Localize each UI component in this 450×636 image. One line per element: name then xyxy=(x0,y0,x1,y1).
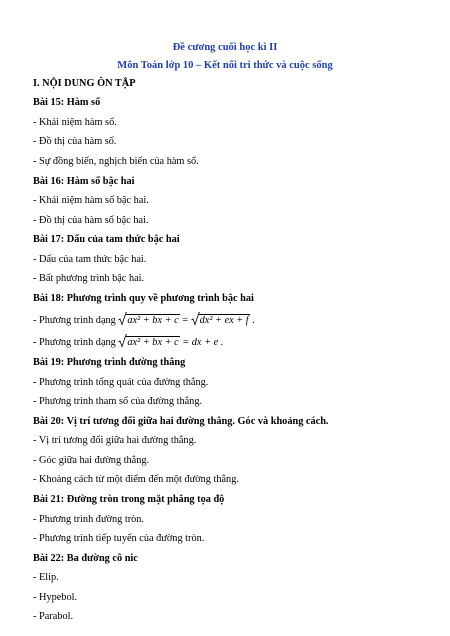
list-item: - Phương trình tiếp tuyến của đường tròn. xyxy=(33,533,205,544)
list-item: - Khái niệm hàm số. xyxy=(33,117,117,128)
lesson-title: Bài 19: Phương trình đường thẳng xyxy=(33,357,186,368)
list-item: - Vị trí tương đối giữa hai đường thẳng. xyxy=(33,435,197,446)
list-item-formula-2 xyxy=(33,336,223,348)
list-item: - Sự đồng biến, nghịch biến của hàm số. xyxy=(33,156,199,167)
sqrt-symbol xyxy=(118,314,179,326)
list-item-label: - Phương trình dạng xyxy=(33,337,116,348)
sqrt-symbol xyxy=(191,314,250,326)
radicand: ax² + bx + c xyxy=(127,315,179,326)
list-item: - Hypebol. xyxy=(33,592,78,603)
lesson-title: Bài 17: Dấu của tam thức bậc hai xyxy=(33,234,180,245)
equation-1: ax² + bx + c = dx² + ex + f . xyxy=(118,315,254,326)
list-item: - Bất phương trình bậc hai. xyxy=(33,273,145,284)
list-item: - Góc giữa hai đường thẳng. xyxy=(33,455,150,466)
list-item: - Parabol. xyxy=(33,611,74,622)
sqrt-symbol xyxy=(118,336,179,348)
lesson-title: Bài 16: Hàm số bậc hai xyxy=(33,176,135,187)
list-item: - Đồ thị của hàm số. xyxy=(33,136,117,147)
list-item: - Elip. xyxy=(33,572,59,583)
lesson-title: Bài 18: Phương trình quy về phương trình bậc hai xyxy=(33,293,254,304)
list-item: - Đồ thị của hàm số bậc hai. xyxy=(33,215,149,226)
document-subtitle: Môn Toán lớp 10 – Kết nối tri thức và cuộc sống xyxy=(117,60,333,71)
list-item: - Khái niệm hàm số bậc hai. xyxy=(33,195,149,206)
lesson-title: Bài 15: Hàm số xyxy=(33,97,101,108)
equation-2: ax² + bx + c = dx + e . xyxy=(118,337,223,348)
lesson-title: Bài 22: Ba đường cô nic xyxy=(33,553,138,564)
list-item: - Phương trình tổng quát của đường thẳng. xyxy=(33,377,209,388)
list-item-formula-1 xyxy=(33,314,255,326)
document-title: Đề cương cuối học kì II xyxy=(172,42,278,53)
list-item: - Phương trình tham số của đường thẳng. xyxy=(33,396,203,407)
list-item: - Dấu của tam thức bậc hai. xyxy=(33,254,147,265)
list-item: - Khoảng cách từ một điểm đến một đường thẳng. xyxy=(33,474,239,485)
lesson-title: Bài 21: Đường tròn trong mặt phẳng tọa độ xyxy=(33,494,225,505)
section-heading: I. NỘI DUNG ÔN TẬP xyxy=(33,78,136,89)
radicand: dx² + ex + f xyxy=(199,315,249,326)
lesson-title: Bài 20: Vị trí tương đối giữa hai đường thẳng. Góc và khoảng cách. xyxy=(33,416,329,427)
list-item-label: - Phương trình dạng xyxy=(33,315,116,326)
list-item: - Phương trình đường tròn. xyxy=(33,514,145,525)
radicand: ax² + bx + c xyxy=(127,337,179,348)
